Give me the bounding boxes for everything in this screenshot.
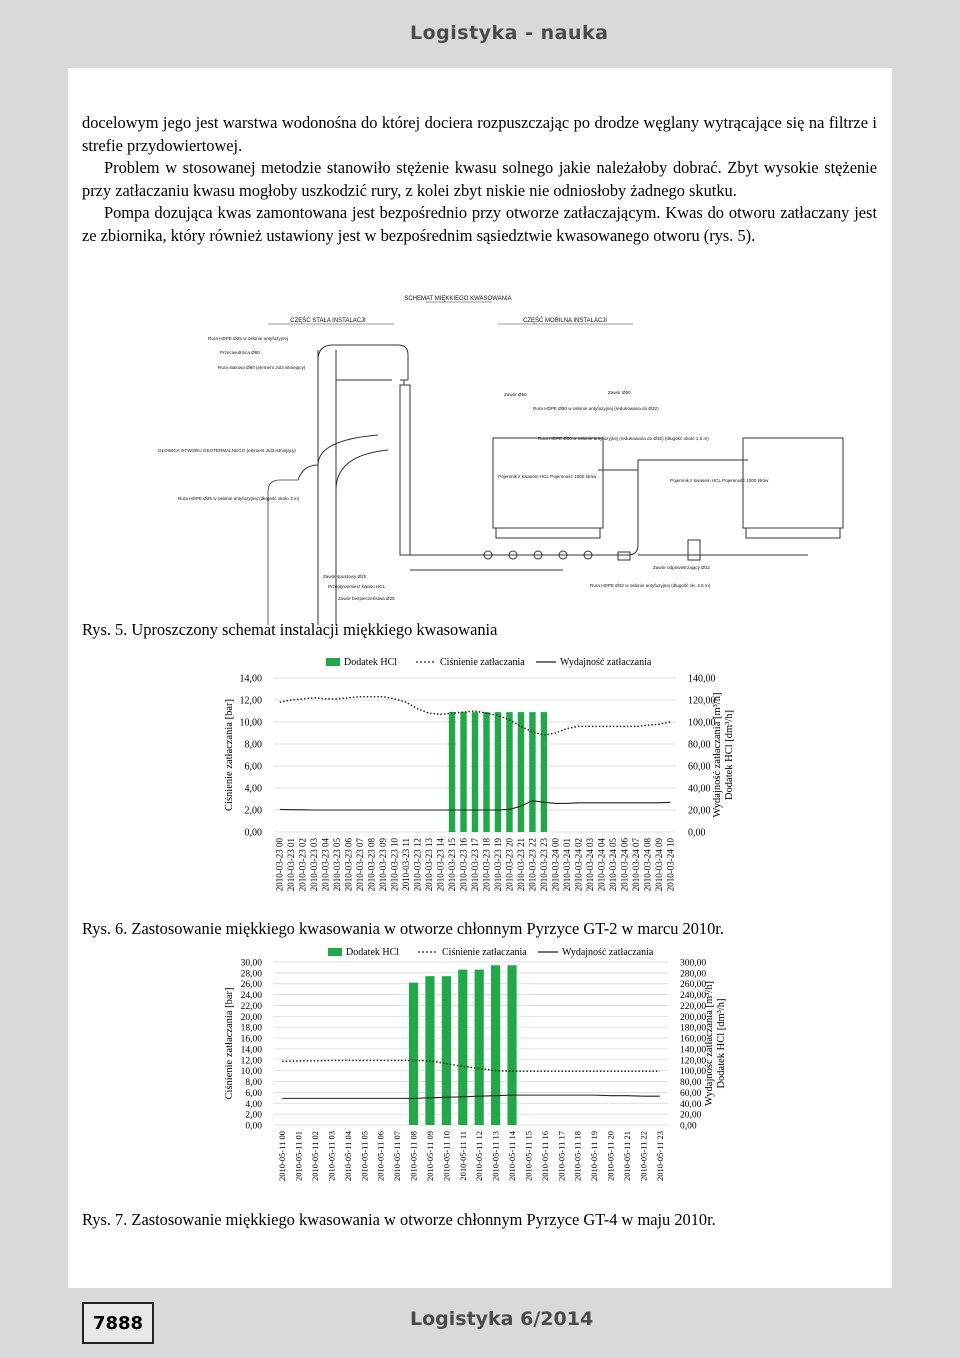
x-tick-label: 2010-03-24 04 [596,838,607,892]
label-safety-valve: Zawór bezpieczeństwa Ø25 [338,596,395,601]
y2-tick-label: 0,00 [688,827,706,839]
bar-hcl [529,712,535,832]
y2-axis-title-line2: Dodatek HCl [dm³/h] [724,709,735,801]
bar-hcl [409,983,418,1125]
y-tick-label: 8,00 [245,1078,262,1089]
x-tick-label: 2010-03-24 08 [642,838,653,892]
x-tick-label: 2010-03-24 00 [550,838,561,892]
y2-tick-label: 100,00 [680,1067,707,1078]
x-tick-label: 2010-03-23 03 [309,838,320,892]
bar-hcl [495,712,501,832]
paragraph-3: Pompa dozująca kwas zamontowana jest bezpośrednio przy otworze zatłaczającym. Kwas do otworu zatłaczany jest ze zbiornika, który również ustawiony jest w bezpośrednim sąsiedztwie kwasowanego otworu (rys. 5). [82,203,877,245]
x-tick-label: 2010-03-23 12 [412,838,423,892]
y-tick-label: 8,00 [244,739,262,751]
y-axis-title: Ciśnienie zatłaczania [bar] [224,699,235,811]
label-tank-a: Pojemnik z kwasem HCL Pojemność 1000 litrów [498,474,597,479]
y2-tick-label: 60,00 [680,1088,702,1099]
figure-6-caption: Rys. 6. Zastosowanie miękkiego kwasowania w otworze chłonnym Pyrzyce GT-2 w marcu 2010r. [82,919,724,938]
diagram-left-section: CZĘŚĆ STAŁA INSTALACJI [290,318,366,324]
label-flowmeter: Przepływomierz kwasu HCL [328,584,386,589]
line-pressure [282,1060,660,1071]
y2-tick-label: 180,00 [680,1023,707,1034]
x-tick-label: 2010-05-11 12 [474,1131,485,1181]
y-tick-label: 30,00 [240,958,262,969]
x-tick-label: 2010-05-11 03 [326,1131,337,1181]
label-steel-pipe-80: Rura stalowa Ø80 (element Jul3 istniejący) [218,365,306,370]
bar-hcl [506,712,512,832]
bar-hcl [425,976,434,1125]
label-valve-50-a: Zawór Ø50 [504,392,527,397]
bar-hcl [472,712,478,832]
label-hdpe-50-a: Rura HDPE Ø50 w osłonie antyfuzyjnej (redukowana do Ø32) [533,406,659,411]
y-tick-label: 0,00 [245,1121,262,1132]
x-tick-label: 2010-03-24 07 [630,838,641,892]
paragraph-1: docelowym jego jest warstwa wodonośna do której dociera rozpuszczając po drodze węglany wytrącające się na filtrze i strefie przydowiertowej. [82,113,877,155]
y-tick-label: 28,00 [240,969,262,980]
x-tick-label: 2010-03-23 02 [297,838,308,892]
y-tick-label: 14,00 [239,673,262,685]
y2-tick-label: 80,00 [688,739,711,751]
y2-tick-label: 80,00 [680,1078,702,1089]
figure-5-caption: Rys. 5. Uproszczony schemat instalacji miękkiego kwasowania [82,620,498,639]
x-tick-label: 2010-03-23 14 [435,838,446,892]
x-tick-label: 2010-03-23 21 [515,838,526,892]
x-tick-label: 2010-05-11 13 [490,1131,501,1181]
running-header: Logistyka - nauka [410,22,609,44]
y2-axis-title-line1: Wydajność zatłaczania [m³/h] [712,692,723,818]
label-valve-50-b: Zawór Ø50 [608,390,631,395]
x-tick-label: 2010-03-24 03 [584,838,595,892]
y2-tick-label: 260,00 [680,980,707,991]
x-tick-label: 2010-03-24 10 [665,838,676,892]
bar-hcl [541,712,547,832]
legend-label-pressure: Ciśnienie zatłaczania [440,657,525,668]
y2-tick-label: 160,00 [680,1034,707,1045]
label-wellhead: GŁOWICA OTWORU GEOTERMALNEGO (element Jul3 istniejący) [158,448,296,453]
y2-tick-label: 140,00 [688,673,716,685]
journal-issue: Logistyka 6/2014 [410,1308,594,1330]
x-tick-label: 2010-03-23 18 [481,838,492,892]
x-tick-label: 2010-03-23 11 [401,838,412,891]
page-number: 7888 [82,1302,154,1344]
legend-label-hcl: Dodatek HCl [344,657,398,668]
y-tick-label: 26,00 [240,980,262,991]
installation-diagram [158,290,788,610]
x-tick-label: 2010-05-11 19 [589,1131,600,1181]
x-tick-label: 2010-05-11 21 [621,1131,632,1181]
y2-axis-title-line2: Dodatek HCl [dm³/h] [716,998,727,1089]
legend-swatch-hcl [326,658,340,666]
x-tick-label: 2010-03-23 05 [332,838,343,892]
y2-tick-label: 20,00 [688,805,711,817]
y2-tick-label: 200,00 [680,1012,707,1023]
diagram-title: SCHEMAT MIĘKKIEGO KWASOWANIA [404,296,512,302]
bar-hcl [475,970,484,1125]
x-tick-label: 2010-03-23 15 [447,838,458,892]
label-drain-valve: Zawór spustowy Ø25 [323,574,367,579]
y-tick-label: 6,00 [245,1088,262,1099]
x-tick-label: 2010-03-23 06 [343,838,354,892]
y2-tick-label: 140,00 [680,1045,707,1056]
x-tick-label: 2010-05-11 06 [375,1131,386,1181]
x-tick-label: 2010-05-11 10 [441,1131,452,1181]
label-tank-b: Pojemnik z kwasem HCL Pojemność 1000 litrów [670,478,769,483]
x-tick-label: 2010-03-23 19 [492,838,503,892]
bar-hcl [442,976,451,1125]
x-tick-label: 2010-03-23 00 [274,838,285,892]
x-tick-label: 2010-03-23 20 [504,838,515,892]
x-tick-label: 2010-03-23 22 [527,838,538,892]
x-tick-label: 2010-05-11 17 [556,1131,567,1181]
x-tick-label: 2010-05-11 15 [523,1131,534,1181]
y2-tick-label: 0,00 [680,1121,697,1132]
x-tick-label: 2010-05-11 09 [424,1131,435,1181]
x-tick-label: 2010-05-11 23 [654,1131,665,1181]
y2-tick-label: 40,00 [688,783,711,795]
x-tick-label: 2010-05-11 00 [277,1131,288,1181]
x-tick-label: 2010-05-11 08 [408,1131,419,1181]
y2-tick-label: 280,00 [680,969,707,980]
label-hdpe-3m: Rura HDPE Ø25 w osłonie antyfuzyjnej (długość około 3 m) [178,496,300,501]
bar-hcl [449,712,455,832]
y-tick-label: 10,00 [240,1067,262,1078]
x-tick-label: 2010-05-11 22 [638,1131,649,1181]
bar-hcl [507,965,516,1125]
y-tick-label: 10,00 [239,717,262,729]
x-tick-label: 2010-05-11 16 [539,1131,550,1181]
x-tick-label: 2010-05-11 14 [507,1131,518,1181]
legend-label-hcl: Dodatek HCl [346,947,400,958]
label-vent-valve: Zawór odpowietrzający Ø32 [653,565,710,570]
x-tick-label: 2010-05-11 04 [342,1131,353,1181]
legend-label-pressure: Ciśnienie zatłaczania [442,947,527,958]
y2-tick-label: 20,00 [680,1110,702,1121]
x-tick-label: 2010-05-11 07 [392,1131,403,1181]
x-tick-label: 2010-05-11 11 [457,1131,468,1181]
legend-label-flow: Wydajność zatłaczania [560,657,652,668]
y-tick-label: 2,00 [245,1110,262,1121]
label-hdpe-32-long: Rura HDPE Ø32 w osłonie antyfuzyjnej (długość ok. 4,5 m) [590,583,711,588]
x-tick-label: 2010-03-24 05 [607,838,618,892]
y2-tick-label: 120,00 [680,1056,707,1067]
y2-tick-label: 120,00 [688,695,716,707]
diagram-right-section: CZĘŚĆ MOBILNA INSTALACJI [523,318,607,324]
y2-tick-label: 300,00 [680,958,707,969]
bar-hcl [483,712,489,832]
x-tick-label: 2010-05-11 05 [359,1131,370,1181]
x-tick-label: 2010-03-24 01 [561,838,572,892]
label-pipe-hdpe-25: Rura HDPE Ø25 w osłonie antyfuzyjnej [208,336,288,341]
x-tick-label: 2010-03-23 10 [389,838,400,892]
bar-hcl [458,970,467,1125]
y-tick-label: 4,00 [245,1099,262,1110]
y-tick-label: 16,00 [240,1034,262,1045]
page [68,68,892,1288]
chart-gt4-may [208,947,748,1210]
y-tick-label: 0,00 [244,827,262,839]
x-tick-label: 2010-03-23 08 [366,838,377,892]
line-flow [282,1095,660,1098]
body-text [82,112,877,247]
x-tick-label: 2010-03-23 17 [470,838,480,892]
x-tick-label: 2010-03-23 01 [286,838,297,892]
y-tick-label: 2,00 [244,805,262,817]
x-tick-label: 2010-03-23 13 [424,838,435,892]
x-tick-label: 2010-03-23 23 [538,838,549,892]
x-tick-label: 2010-03-24 06 [619,838,630,892]
y2-tick-label: 240,00 [680,991,707,1002]
figure-7-caption: Rys. 7. Zastosowanie miękkiego kwasowania w otworze chłonnym Pyrzyce GT-4 w maju 2010r. [82,1210,716,1229]
x-tick-label: 2010-03-24 02 [573,838,584,892]
x-tick-label: 2010-05-11 02 [310,1131,321,1181]
legend-swatch-hcl [328,948,342,956]
y-axis-title: Ciśnienie zatłaczania [bar] [224,987,235,1100]
y2-tick-label: 100,00 [688,717,716,729]
x-tick-label: 2010-05-11 01 [293,1131,304,1181]
bar-hcl [518,712,524,832]
y2-axis-title-line1: Wydajność zatłaczania [m³/h] [704,981,715,1106]
y-tick-label: 12,00 [240,1056,262,1067]
x-tick-label: 2010-03-23 16 [458,838,469,892]
y-tick-label: 18,00 [240,1023,262,1034]
label-przeciwutrnica: Przeciwutrnica Ø80 [220,350,260,355]
legend-label-flow: Wydajność zatłaczania [562,947,654,958]
bar-hcl [491,965,500,1125]
x-tick-label: 2010-03-24 09 [653,838,664,892]
y-tick-label: 4,00 [244,783,262,795]
y-tick-label: 12,00 [239,695,262,707]
y2-tick-label: 40,00 [680,1099,702,1110]
bar-hcl [460,712,466,832]
y-tick-label: 24,00 [240,991,262,1002]
x-tick-label: 2010-03-23 04 [320,838,331,892]
y2-tick-label: 220,00 [680,1001,707,1012]
label-hdpe-50-b: Rura HDPE Ø50 w osłonie antyfuzyjnej (redukowana do Ø32) (długość około 1,5 m) [538,436,709,441]
y-tick-label: 20,00 [240,1012,262,1023]
y-tick-label: 14,00 [240,1045,262,1056]
x-tick-label: 2010-05-11 20 [605,1131,616,1181]
y2-tick-label: 60,00 [688,761,711,773]
y-tick-label: 6,00 [244,761,262,773]
paragraph-2: Problem w stosowanej metodzie stanowiło stężenie kwasu solnego jakie należałoby dobrać. Zbyt wysokie stężenie przy zatłaczaniu kwasu mogłoby uszkodzić rury, z kolei zbyt niskie nie odniosłoby żadnego skutku. [82,158,877,200]
x-tick-label: 2010-05-11 18 [572,1131,583,1181]
x-tick-label: 2010-03-23 09 [378,838,389,892]
x-tick-label: 2010-03-23 07 [355,838,366,892]
chart-gt2-march [208,650,748,915]
y-tick-label: 22,00 [240,1001,262,1012]
